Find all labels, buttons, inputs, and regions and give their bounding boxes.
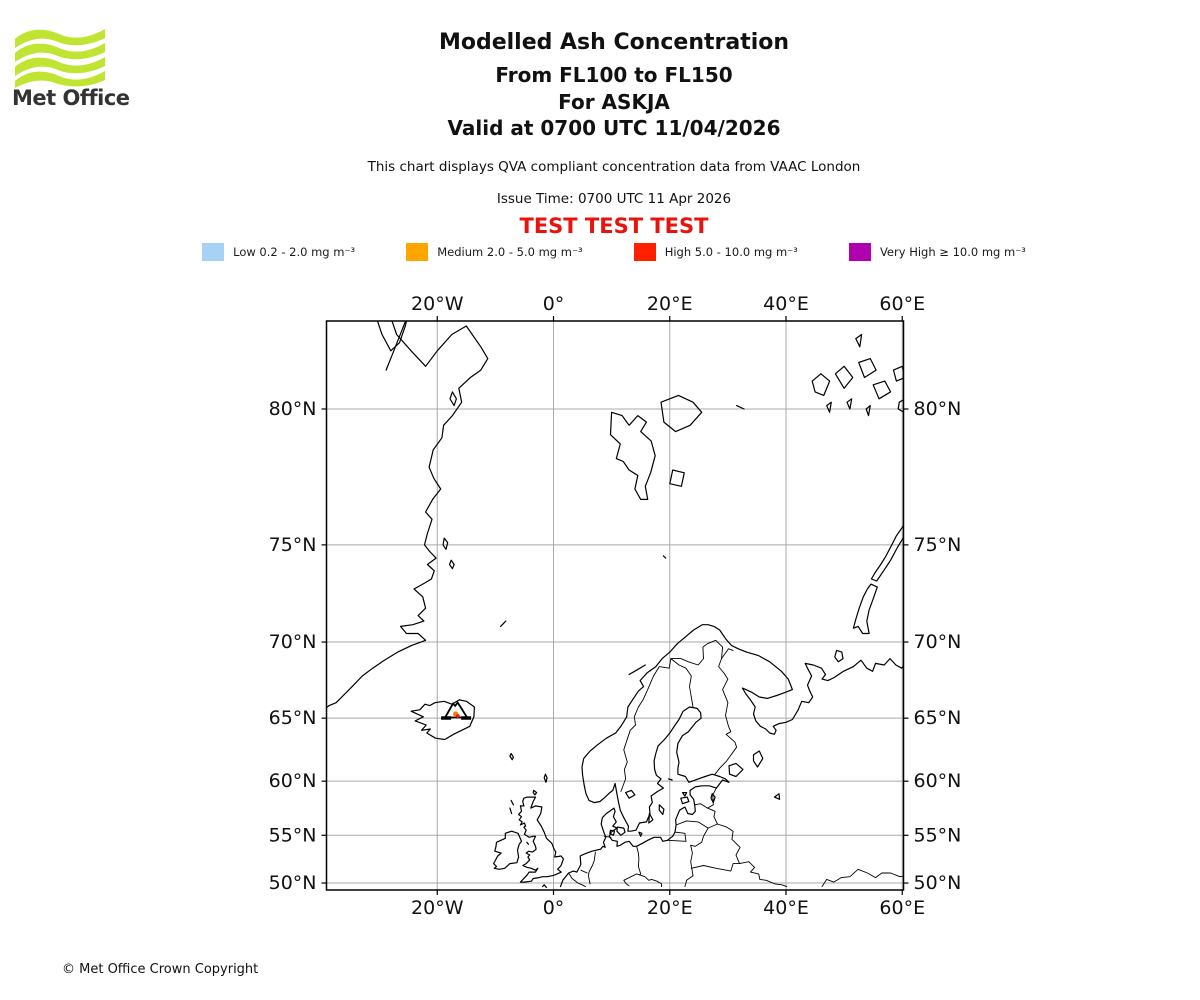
copyright-text: © Met Office Crown Copyright xyxy=(62,962,259,977)
graticule xyxy=(327,321,904,890)
lon-label-bottom: 0° xyxy=(542,897,565,919)
coastline-lake-ladoga xyxy=(729,763,743,776)
lat-label-left: 55°N xyxy=(268,824,317,847)
lon-label-top: 20°E xyxy=(646,293,693,315)
coastline-fjl-2 xyxy=(835,366,852,388)
coastline-jan-mayen xyxy=(501,621,506,626)
lat-label-right: 80°N xyxy=(913,397,962,420)
coastline-fjl-4 xyxy=(873,381,890,399)
page-title: Modelled Ash Concentration xyxy=(438,30,790,55)
coastline-greenland-island-2 xyxy=(450,560,455,569)
coastline-greenland-north xyxy=(373,309,409,351)
coastline-fjl-3 xyxy=(859,359,876,378)
subtitle-valid-time: Valid at 0700 UTC 11/04/2026 xyxy=(447,116,781,140)
subtitle-volcano: For ASKJA xyxy=(558,90,670,114)
border-line-border-ua-by xyxy=(691,864,739,872)
border-line-border-pl-by-ua xyxy=(685,845,693,886)
legend-label-very-high: Very High ≥ 10.0 mg m⁻³ xyxy=(879,244,1026,259)
coastline-greenland-island-3 xyxy=(450,392,456,406)
lat-label-right: 50°N xyxy=(913,872,962,895)
border-line-border-ee-lv xyxy=(695,804,708,808)
coastline-greenland-fjord xyxy=(386,317,407,370)
lat-label-right: 70°N xyxy=(913,631,962,654)
coastline-kvitoya xyxy=(737,406,745,409)
coastline-zealand xyxy=(617,827,625,835)
qva-note: This chart displays QVA compliant concentration data from VAAC London xyxy=(367,159,861,175)
lon-label-top: 40°E xyxy=(763,293,809,315)
coastline-lake-vanern xyxy=(626,790,635,798)
coastlines xyxy=(323,309,905,888)
legend-label-high: High 5.0 - 10.0 mg m⁻³ xyxy=(664,244,798,259)
coastline-fjl-7 xyxy=(827,402,832,412)
lat-label-left: 50°N xyxy=(268,872,317,895)
coastline-france-cotentin xyxy=(543,885,547,888)
coastline-fjl-9 xyxy=(866,406,870,416)
border-line-border-de-cz xyxy=(624,874,640,886)
map-frame xyxy=(327,321,904,890)
lon-label-bottom: 20°E xyxy=(646,897,693,919)
border-line-border-be-nl xyxy=(581,870,587,873)
lat-label-left: 70°N xyxy=(268,631,317,654)
volcano-marker-askja xyxy=(441,703,471,719)
coastline-orkney xyxy=(533,790,536,795)
coastline-saaremaa xyxy=(681,797,689,804)
border-line-border-lv-lt xyxy=(676,821,717,828)
coastline-lake-rybinsk xyxy=(774,794,779,800)
coastline-greenland-coast xyxy=(323,309,488,710)
lat-label-left: 80°N xyxy=(268,397,317,420)
coastline-fjl-10 xyxy=(856,335,862,347)
coastline-hiiumaa xyxy=(683,793,687,796)
lat-label-right: 60°N xyxy=(913,770,962,793)
coastline-great-britain xyxy=(519,797,564,882)
lat-label-left: 75°N xyxy=(268,533,317,556)
border-line-border-lv-ru xyxy=(708,808,718,824)
lon-label-top: 20°W xyxy=(411,293,464,315)
lon-label-top: 0° xyxy=(542,293,565,315)
coastline-spitsbergen xyxy=(611,412,656,499)
coastline-lofoten xyxy=(629,665,645,675)
coastline-lake-onega xyxy=(754,751,763,767)
lon-label-bottom: 60°E xyxy=(879,897,926,919)
coastline-edgeoya xyxy=(670,470,685,486)
coastline-hebrides-2 xyxy=(510,808,512,813)
lon-label-bottom: 40°E xyxy=(763,897,809,919)
border-line-border-by-ru-ua xyxy=(717,824,786,887)
coastline-hebrides-1 xyxy=(511,800,513,804)
coastline-novaya-zemlya-north xyxy=(871,524,904,581)
axis-labels xyxy=(269,293,962,919)
coastline-bear-island xyxy=(663,556,665,558)
coastline-isle-of-man xyxy=(527,842,529,844)
legend-label-medium: Medium 2.0 - 5.0 mg m⁻³ xyxy=(437,244,583,259)
subtitle-flight-levels: From FL100 to FL150 xyxy=(495,63,733,87)
coastline-greenland-island-1 xyxy=(443,538,448,549)
border-line-border-fr-be xyxy=(569,873,586,887)
border-line-border-fi-ru xyxy=(715,659,737,775)
coastline-oland xyxy=(649,814,653,824)
coastline-nordaustlandet xyxy=(661,395,702,431)
coastline-eurasia-coast xyxy=(561,625,906,887)
lat-label-left: 65°N xyxy=(268,707,317,730)
coastline-gotland xyxy=(659,805,664,815)
lat-label-right: 75°N xyxy=(913,533,962,556)
coastline-aland xyxy=(669,779,673,780)
test-banner: TEST TEST TEST xyxy=(519,214,709,238)
border-line-border-no-fi-ru xyxy=(671,640,733,665)
coastline-faroe xyxy=(510,754,514,760)
coastline-ireland xyxy=(494,831,522,869)
border-line-border-lt-by xyxy=(691,828,708,846)
border-line-border-kaliningrad-e xyxy=(676,832,686,841)
issue-time: Issue Time: 0700 UTC 11 Apr 2026 xyxy=(496,191,732,207)
lon-label-top: 60°E xyxy=(879,293,926,315)
border-line-border-no-se xyxy=(621,659,671,792)
axis-ticks xyxy=(322,316,909,895)
met-office-logo-text: Met Office xyxy=(12,86,130,110)
border-line-border-ru-kz xyxy=(822,869,905,886)
coastline-fjl-1 xyxy=(812,374,829,396)
lat-label-right: 55°N xyxy=(913,824,962,847)
coastline-kolguyev xyxy=(835,650,843,661)
border-line-border-nl-de xyxy=(588,852,595,884)
lat-label-right: 65°N xyxy=(913,707,962,730)
coastline-novaya-zemlya-south xyxy=(853,584,877,633)
border-line-border-se-fi xyxy=(671,659,693,707)
border-line-border-de-pl xyxy=(637,846,641,875)
lon-label-bottom: 20°W xyxy=(411,897,464,919)
legend-label-low: Low 0.2 - 2.0 mg m⁻³ xyxy=(233,244,356,259)
coastline-fjl-8 xyxy=(847,399,852,409)
lat-label-left: 60°N xyxy=(268,770,317,793)
border-line-border-cz-pl xyxy=(640,875,662,887)
